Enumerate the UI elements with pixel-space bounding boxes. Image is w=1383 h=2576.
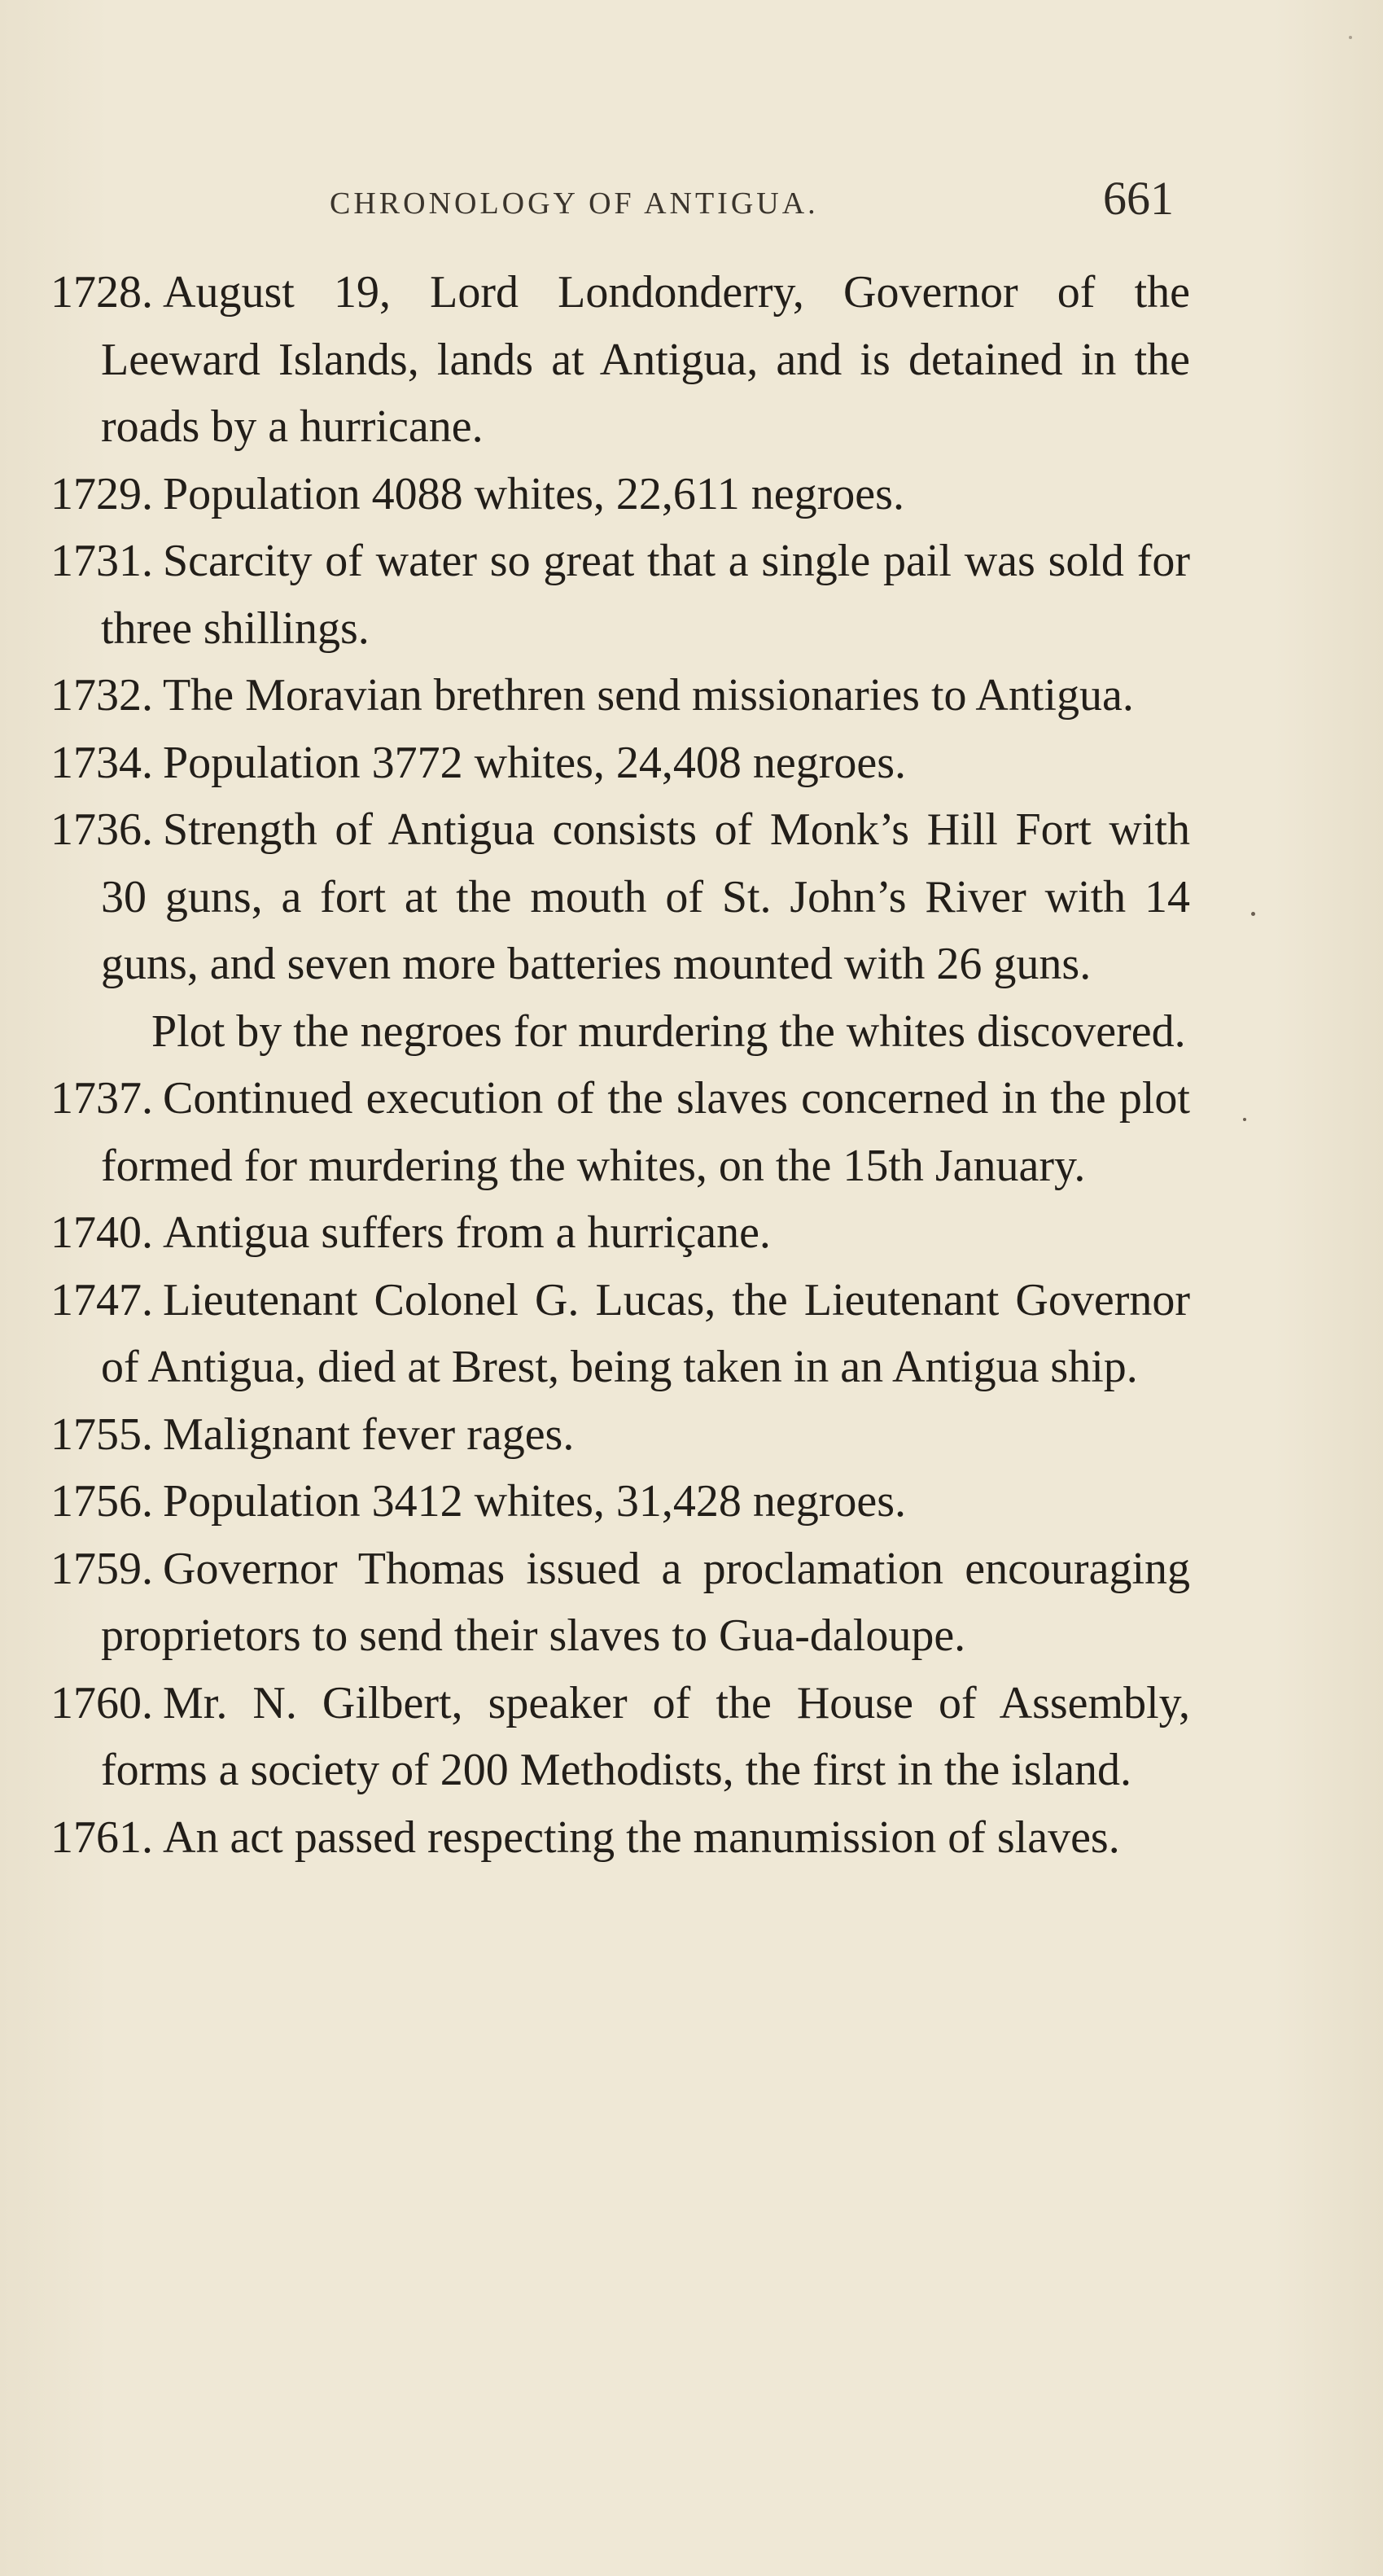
entry-year: 1755 .: [50, 1409, 153, 1460]
entry-text: Population 3772 whites, 24,408 negroes.: [163, 737, 907, 788]
entry-1731: [50, 528, 1190, 662]
ink-speck: [1243, 1118, 1246, 1121]
entry-1732: [50, 662, 1190, 729]
entry-text: Population 4088 whites, 22,611 negroes.: [163, 468, 904, 519]
entry-year: 1731 .: [50, 536, 153, 586]
entry-year: 1756 .: [50, 1476, 153, 1527]
entry-text: Continued execution of the slaves concerned in the plot formed for murdering the whites, on the 15th January.: [101, 1073, 1190, 1191]
page-number: 661: [1103, 172, 1174, 225]
entry-1756: [50, 1468, 1190, 1536]
entry-1755: [50, 1401, 1190, 1469]
entry-text: Scarcity of water so great that a single pail was sold for three shillings.: [101, 536, 1190, 654]
entry-1760: [50, 1670, 1190, 1804]
entry-year: 1759 .: [50, 1544, 153, 1594]
ink-speck: [1251, 912, 1255, 916]
entry-text: Mr. N. Gilbert, speaker of the House of Assembly, forms a society of 200 Methodists, the first in the island.: [101, 1677, 1190, 1795]
entry-1759: [50, 1536, 1190, 1670]
entry-year: 1734 .: [50, 738, 153, 788]
page-header: [0, 171, 1383, 236]
entry-year: 1732 .: [50, 670, 153, 721]
chronology-entries: [50, 259, 1190, 1871]
entry-text: Population 3412 whites, 31,428 negroes.: [163, 1476, 907, 1527]
entry-text: The Moravian brethren send missionaries to Antigua.: [163, 670, 1134, 721]
entry-text: Malignant fever rages.: [163, 1408, 575, 1460]
entry-year: 1747 .: [50, 1275, 153, 1325]
running-title: CHRONOLOGY OF ANTIGUA.: [330, 186, 819, 221]
entry-year: 1736 .: [50, 804, 153, 855]
entry-text: An act passed respecting the manumission of slaves.: [163, 1812, 1120, 1863]
entry-year: 1761 .: [50, 1812, 153, 1863]
entry-text: Antigua suffers from a hurriçane.: [163, 1207, 771, 1258]
ink-speck: [1349, 36, 1352, 39]
entry-1728: [50, 259, 1190, 461]
entry-year: 1760 .: [50, 1678, 153, 1728]
entry-1747: [50, 1267, 1190, 1401]
entry-1734: [50, 729, 1190, 797]
entry-1737: [50, 1065, 1190, 1199]
entry-text: Governor Thomas issued a proclamation encouraging proprietors to send their slaves to Gua-daloupe.: [101, 1543, 1190, 1661]
entry-1736: [50, 796, 1190, 1065]
entry-year: 1737 .: [50, 1073, 153, 1124]
entry-year: 1728 .: [50, 267, 153, 318]
entry-1761: [50, 1804, 1190, 1872]
entry-text: Strength of Antigua consists of Monk’s Hill Fort with 30 guns, a fort at the mouth of St. John’s River with 14 guns, and seven more batteries mounted with 26 guns.: [101, 804, 1190, 989]
entry-year: 1729 .: [50, 469, 153, 519]
entry-continuation: Plot by the negroes for murdering the whites discovered.: [151, 1005, 1186, 1057]
entry-text: August 19, Lord Londonderry, Governor of the Leeward Islands, lands at Antigua, and is detained in the roads by a hurricane.: [101, 267, 1190, 452]
entry-1729: [50, 461, 1190, 528]
entry-1740: [50, 1199, 1190, 1267]
entry-text: Lieutenant Colonel G. Lucas, the Lieutenant Governor of Antigua, died at Brest, being taken in an Antigua ship.: [101, 1274, 1190, 1392]
entry-year: 1740 .: [50, 1207, 153, 1258]
